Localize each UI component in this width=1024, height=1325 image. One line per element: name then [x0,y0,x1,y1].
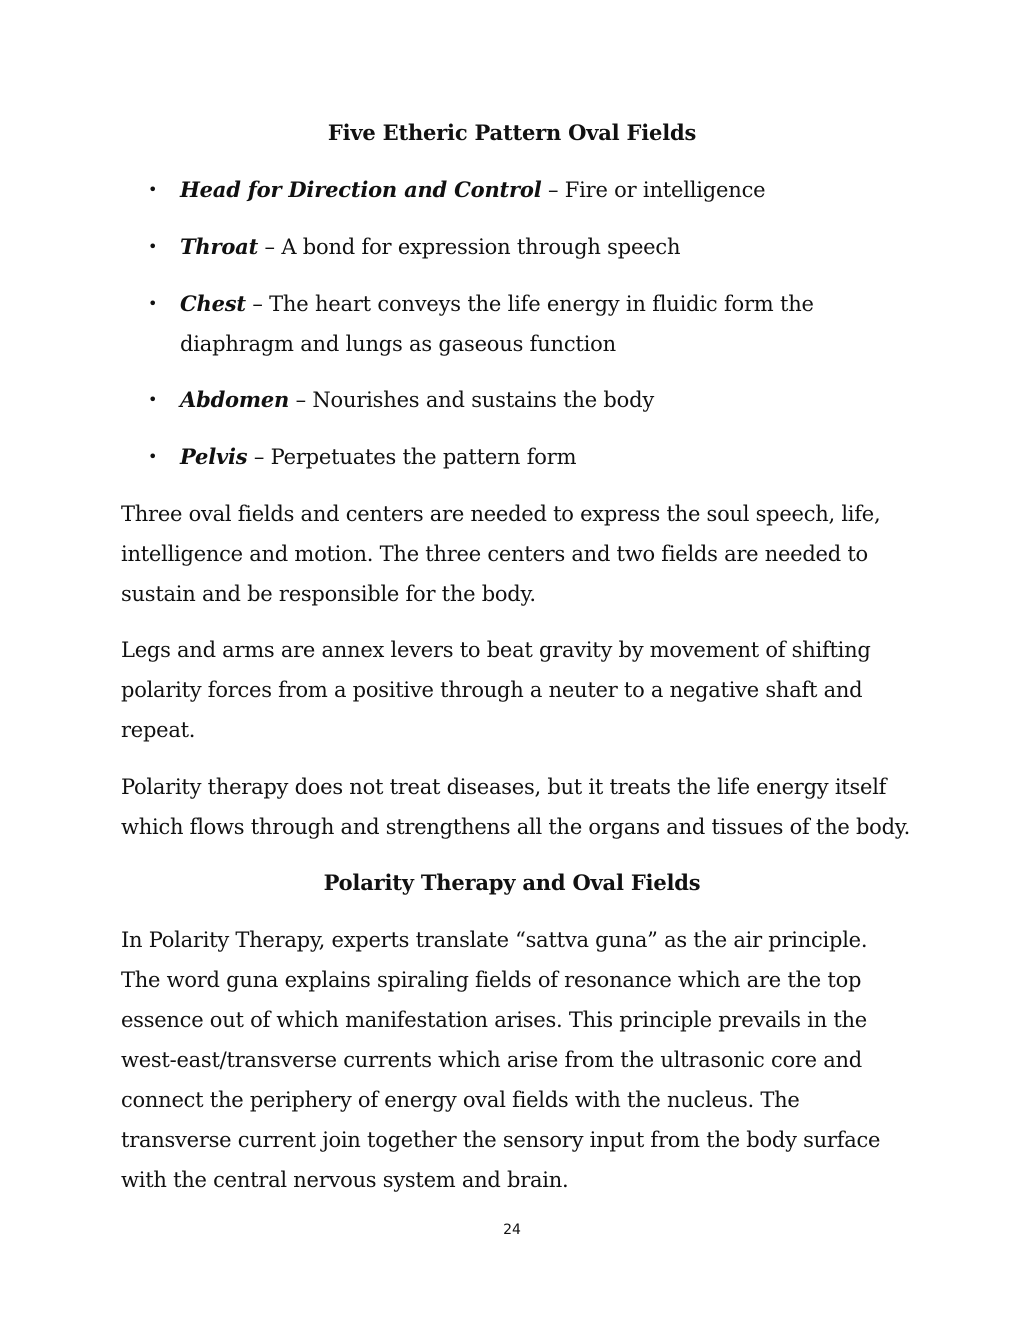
list-item-text: – Perpetuates the pattern form [247,445,577,469]
bullet-icon: • [148,390,158,409]
list-item-term: Head for Direction and Control [180,177,542,202]
bullet-icon: • [148,237,158,256]
paragraph-oval-fields: Three oval fields and centers are needed to express the soul speech, life, intelligence and motion. The three centers and two fields are needed to sustain and be responsible for the body. [121,502,881,606]
paragraph-sattva-guna: In Polarity Therapy, experts translate “sattva guna” as the air principle. The word guna explains spiraling fields of resonance which are the top essence out of which manifestation arises. This principle prevails in the west-east/transverse currents which arise from the ultrasonic core and connect the periphery of energy oval fields with the nucleus. The transverse current join together the sensory input from the body surface with the central nervous system and brain. [121,928,881,1192]
bullet-icon: • [148,180,158,199]
list-item-text: – The heart conveys the life energy in fluidic form the diaphragm and lungs as gaseous function [180,292,814,356]
paragraph-legs-arms: Legs and arms are annex levers to beat gravity by movement of shifting polarity forces from a positive through a neuter to a negative shaft and repeat. [121,638,871,742]
section-heading-polarity-therapy: Polarity Therapy and Oval Fields [323,870,701,895]
section-heading-etheric-fields: Five Etheric Pattern Oval Fields [327,120,697,145]
list-item-text: – Fire or intelligence [541,178,766,202]
list-item-text: – A bond for expression through speech [258,235,681,259]
list-item-text: – Nourishes and sustains the body [289,388,655,412]
bullet-icon: • [148,447,158,466]
bullet-icon: • [148,294,158,313]
list-item-term: Chest [180,291,246,316]
list-item-term: Throat [180,234,259,259]
page-number: 24 [503,1222,521,1238]
list-item-term: Abdomen [180,387,290,412]
list-item-term: Pelvis [180,444,248,469]
paragraph-polarity-therapy: Polarity therapy does not treat diseases, but it treats the life energy itself which flows through and strengthens all the organs and tissues of the body. [121,775,911,839]
